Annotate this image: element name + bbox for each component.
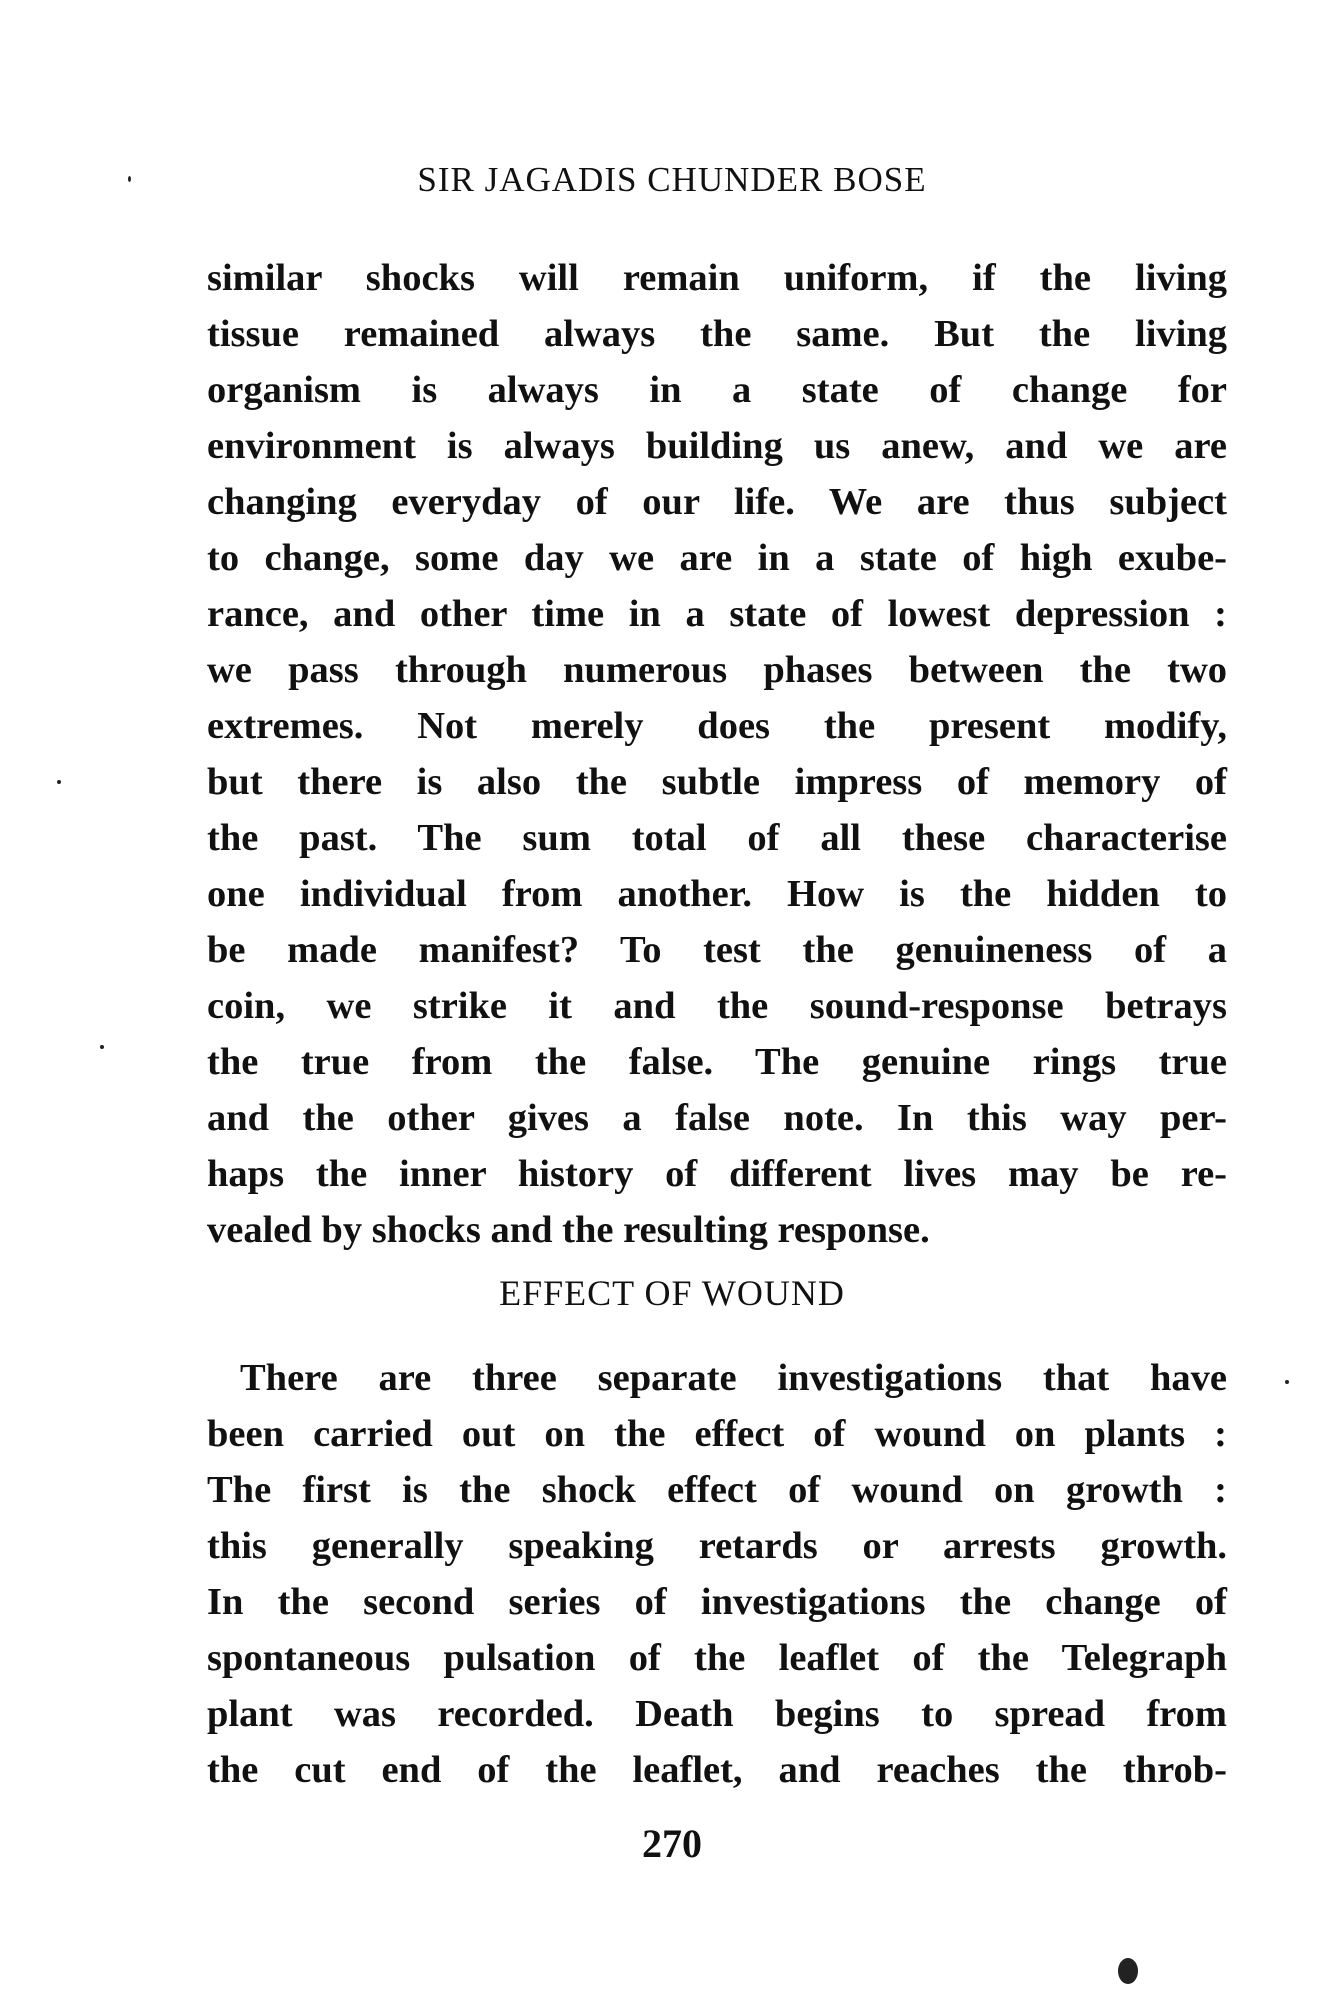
text-line: There are three separate investigations that have: [240, 1357, 1227, 1399]
text-line: to change, some day we are in a state of high exube-: [207, 537, 1227, 579]
ink-speck: [1285, 1380, 1289, 1384]
text-line: been carried out on the effect of wound on plants :: [207, 1413, 1227, 1455]
ink-blot: [1118, 1958, 1138, 1984]
text-line: similar shocks will remain uniform, if the living: [207, 257, 1227, 299]
text-line: extremes. Not merely does the present modify,: [207, 705, 1227, 747]
text-line: environment is always building us anew, and we are: [207, 425, 1227, 467]
text-line: In the second series of investigations the change of: [207, 1581, 1227, 1623]
text-line: changing everyday of our life. We are thus subject: [207, 481, 1227, 523]
text-line: tissue remained always the same. But the living: [207, 313, 1227, 355]
running-header: SIR JAGADIS CHUNDER BOSE: [417, 160, 927, 199]
text-line: The first is the shock effect of wound on growth :: [207, 1469, 1227, 1511]
text-line: but there is also the subtle impress of memory of: [207, 761, 1227, 803]
ink-speck: [128, 176, 131, 182]
page-number: 270: [642, 1821, 702, 1866]
ink-speck: [100, 1045, 104, 1049]
section-heading: EFFECT OF WOUND: [499, 1273, 845, 1313]
text-line: the cut end of the leaflet, and reaches the throb-: [207, 1749, 1227, 1791]
text-line: spontaneous pulsation of the leaflet of the Telegraph: [207, 1637, 1227, 1679]
text-line: be made manifest? To test the genuineness of a: [207, 929, 1227, 971]
text-line: this generally speaking retards or arrests growth.: [207, 1525, 1227, 1567]
text-line: haps the inner history of different lives may be re-: [207, 1153, 1227, 1195]
text-line: vealed by shocks and the resulting response.: [207, 1209, 930, 1251]
text-line: rance, and other time in a state of lowest depression :: [207, 593, 1227, 635]
text-line: we pass through numerous phases between the two: [207, 649, 1227, 691]
text-line: coin, we strike it and the sound-response betrays: [207, 985, 1227, 1027]
ink-speck: [57, 780, 61, 784]
text-line: the true from the false. The genuine rings true: [207, 1041, 1227, 1083]
text-line: plant was recorded. Death begins to spread from: [207, 1693, 1227, 1735]
text-line: and the other gives a false note. In this way per-: [207, 1097, 1227, 1139]
text-line: organism is always in a state of change for: [207, 369, 1227, 411]
text-line: the past. The sum total of all these characterise: [207, 817, 1227, 859]
text-line: one individual from another. How is the hidden to: [207, 873, 1227, 915]
